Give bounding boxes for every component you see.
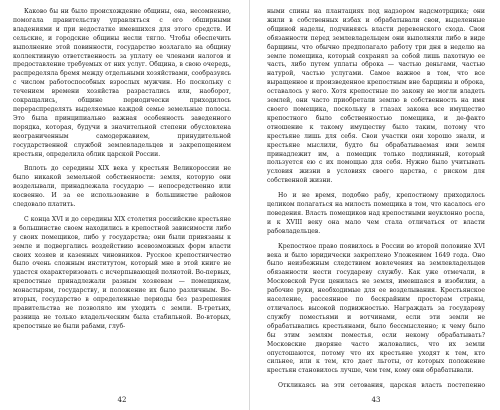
right-page — [267, 8, 485, 390]
page-number-right: 43 — [371, 396, 381, 404]
paragraph: Каково бы ни было происхождение общины, она, несомненно, помогала правительству управляться с его обширными владениями и при недостатке имевшихся для этого средств. И сельские, и городские общины несли тягло. Чтобы обеспечить выполнение этой повинности, государство возлагало на общину коллективную ответственность за уплату ее членами налогов и предоставление требуемых от них услуг. Община, в свою очередь, распределяла бремя между отдельными хозяйствами, сообразуясь с числом работоспособных взрослых мужчин. Но поскольку с течением времени хозяйства разрастались или, наоборот, сокращались, общине периодически приходилось перераспределять выделяемые каждой семье земельные полосы. Это была принципиально важная особенность заведенного порядка, которая, будучи в значительной степени обусловлена неограниченным самодержавием, принудительной государственной службой землевладельцев и закрепощением крестьян, определила облик царской России. — [13, 8, 231, 158]
paragraph: Но и не время, подобно рабу, крепостному приходилось целиком полагаться на милость помещика в том, что касалось его поведения. Власть помещиков над крепостными неуклонно росла, и к XVIII веку она мало чем стала отличаться от власти рабовладельцев. — [267, 192, 485, 235]
left-page — [13, 8, 231, 390]
page-number-left: 42 — [117, 396, 127, 404]
paragraph: Крепостное право появилось в России во второй половине XVI века и было юридически закреплено Уложением 1649 года. Оно было неизбежным следствием вовлечения на землевладельцев обязанности нести государеву службу. Как уже отмечали, в Московской Руси ценилась не земля, имевшаяся в изобилии, а рабочие руки, необходимые для ее возделывания. Крестьянское население, рассеянное по бескрайним просторам страны, отличалось высокой подвижностью. Награждать за государеву службу поместьями и вотчинами, если эти земли не обрабатывались крестьянами, было бессмысленно; к чему было бы этим землям поместья, если некому обрабатывать? Московские дворяне часто жаловались, что их земли опустошаются, потому что их крестьяне уходят к тем, кто сильнее, или к тем, кто дает льготы, от которых положение крестьян становилось лучше, чем тем, кому они обрабатывали. — [267, 242, 485, 375]
paragraph: С конца XVI и до середины XIX столетия российские крестьяне в большинстве своем находились в крепостной зависимости либо у своих помещиков, либо у государства; они были привязаны к земле и подвергались воздействию всевозможных форм власти своих хозяев и казенных чиновников. Русское крепостничество было очень сложным институтом, который мне в этой книге не удастся охарактеризовать с исчерпывающей полнотой. Во-первых, крепостные принадлежали разным хозяевам — помещикам, монастырям, государству, и положение их было различным. Во-вторых, государство в определенные периоды без разрешения правительства не позволяло им уходить с земли. В-третьих, разница не только владельческим была стабильной. Во-вторых, крепостные не были рабами, глуб- — [13, 215, 231, 330]
paragraph: Откликаясь на эти сетования, царская власть постепенно — [278, 382, 485, 390]
page-gutter — [249, 0, 250, 410]
paragraph: Вплоть до середины XIX века у крестьян Великороссии не было никакой земельной собственности: земля, которую они возделывали, принадлежала государю — непосредственно или косвенно. И за ее использование в большинстве районов следовало платить. — [13, 165, 231, 209]
paragraph: ными спины на плантациях под надзором надсмотрщика; они жили в собственных избах и обрабатывали свои, выделенные общиной наделы, подчиняясь власти деревенского схода. Свои обязанности перед землевладельцем они выполняли либо в виде барщины, что обычно предполагало работу три дня в неделю на земле помещика, который сохранял за собой лишь пахотную ее часть, либо путем уплаты оброка — частью деньгами, частью натурой, частью услугами. Самое важное в том, что все выращенное и произведенное крепостным вне барщины и оброка, оставалось у него. Хотя крепостные по закону не могли владеть землей, они часто приобретали землю в собственность на имя своего помещика, поскольку в глазах закона все имущество крепостного было собственностью помещика, и де-факто отношение к такому имуществу было таким, потому что крестьяне лишь для себя. Свои участки они хорошо знали, и крестьяне мыслили, будто бы обрабатываемая ими земля принадлежит им, а помещик только подлинный, который пользуется ею с их помощью для себя. Нужно было учитывать условия жизни в условиях своего царства, с риском для собственной жизни. — [267, 8, 485, 185]
